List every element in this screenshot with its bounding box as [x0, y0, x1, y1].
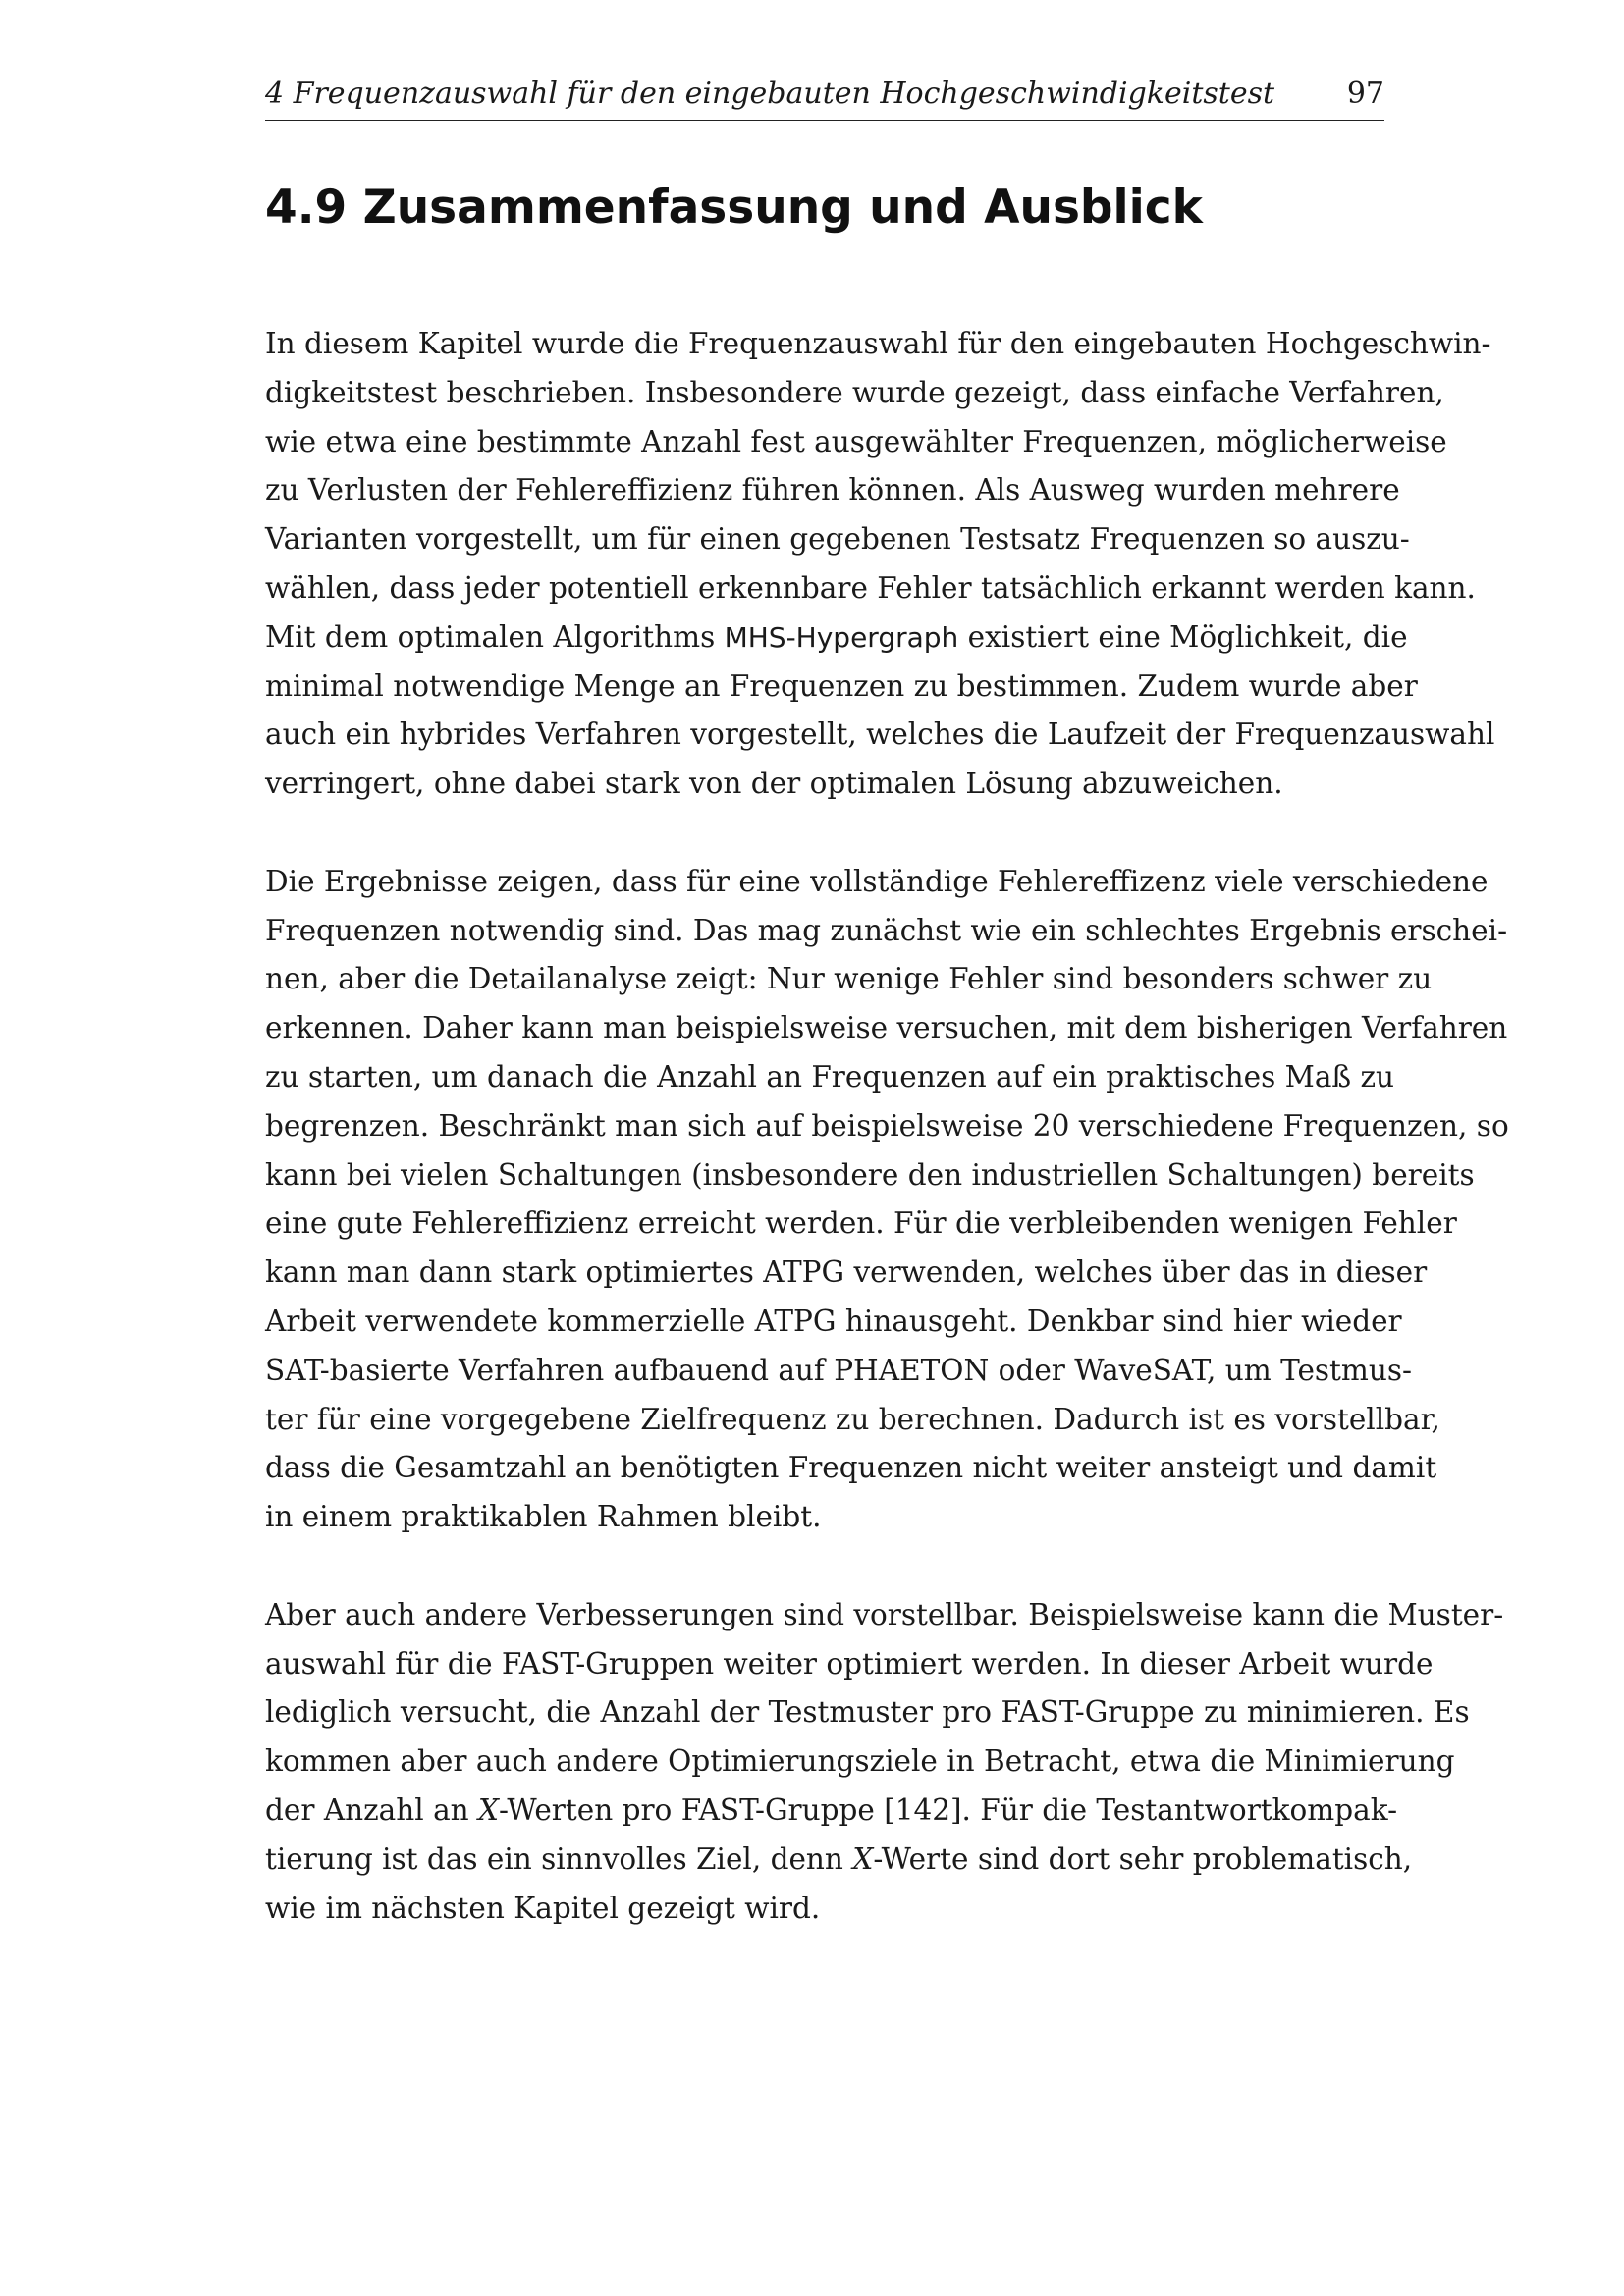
algorithm-name: MHS-Hypergraph	[724, 620, 959, 654]
text-line: nen, aber die Detailanalyse zeigt: Nur wenige Fehler sind besonders schwer zu	[265, 962, 1433, 996]
text-line: zu Verlusten der Fehlereffizienz führen können. Als Ausweg wurden mehrere	[265, 473, 1400, 507]
text-line: Mit dem optimalen Algorithms MHS-Hypergraph existiert eine Möglichkeit, die	[265, 619, 1408, 654]
text-line: dass die Gesamtzahl an benötigten Frequenzen nicht weiter ansteigt und damit	[265, 1451, 1437, 1485]
math-symbol: X	[478, 1792, 500, 1827]
text-line: tierung ist das ein sinnvolles Ziel, denn X-Werte sind dort sehr problematisch,	[265, 1842, 1413, 1876]
text-line: kommen aber auch andere Optimierungsziele in Betracht, etwa die Minimierung	[265, 1744, 1455, 1779]
text-line: eine gute Fehlereffizienz erreicht werden. Für die verbleibenden wenigen Fehler	[265, 1206, 1457, 1241]
text-line: der Anzahl an X-Werten pro FAST-Gruppe [142]. Für die Testantwortkompak-	[265, 1792, 1398, 1827]
text-line: lediglich versucht, die Anzahl der Testmuster pro FAST-Gruppe zu minimieren. Es	[265, 1695, 1470, 1730]
section-title: 4.9 Zusammenfassung und Ausblick	[265, 181, 1203, 235]
math-symbol: X	[852, 1842, 874, 1876]
paragraph	[265, 320, 1495, 809]
text-line: in einem praktikablen Rahmen bleibt.	[265, 1500, 822, 1534]
paragraph	[265, 858, 1509, 1542]
running-header-chapter: 4 Frequenzauswahl für den eingebauten Hochgeschwindigkeitstest	[265, 77, 1275, 111]
page-number: 97	[1346, 77, 1384, 111]
paragraph	[265, 1591, 1504, 1934]
text-line: ter für eine vorgegebene Zielfrequenz zu berechnen. Dadurch ist es vorstellbar,	[265, 1402, 1440, 1436]
text-line: auswahl für die FAST-Gruppen weiter optimiert werden. In dieser Arbeit wurde	[265, 1646, 1434, 1681]
text-line: Arbeit verwendete kommerzielle ATPG hinausgeht. Denkbar sind hier wieder	[265, 1304, 1402, 1338]
text-line: kann bei vielen Schaltungen (insbesondere den industriellen Schaltungen) bereits	[265, 1157, 1475, 1192]
text-line: Aber auch andere Verbesserungen sind vorstellbar. Beispielsweise kann die Muster-	[265, 1597, 1504, 1631]
text-line: SAT-basierte Verfahren aufbauend auf PHAETON oder WaveSAT, um Testmus-	[265, 1353, 1412, 1387]
text-line: Frequenzen notwendig sind. Das mag zunächst wie ein schlechtes Ergebnis erschei-	[265, 913, 1508, 947]
text-line: auch ein hybrides Verfahren vorgestellt, welches die Laufzeit der Frequenzauswahl	[265, 718, 1495, 752]
text-line: In diesem Kapitel wurde die Frequenzauswahl für den eingebauten Hochgeschwin-	[265, 327, 1491, 360]
text-line: minimal notwendige Menge an Frequenzen zu bestimmen. Zudem wurde aber	[265, 668, 1418, 703]
text-line: erkennen. Daher kann man beispielsweise versuchen, mit dem bisherigen Verfahren	[265, 1011, 1508, 1045]
text-line: Varianten vorgestellt, um für einen gegebenen Testsatz Frequenzen so auszu-	[265, 522, 1410, 557]
text-line: zu starten, um danach die Anzahl an Frequenzen auf ein praktisches Maß zu	[265, 1059, 1395, 1094]
text-line: begrenzen. Beschränkt man sich auf beispielsweise 20 verschiedene Frequenzen, so	[265, 1108, 1509, 1143]
text-line: Die Ergebnisse zeigen, dass für eine vollständige Fehlereffizenz viele verschiedene	[265, 864, 1489, 898]
text-line: kann man dann stark optimiertes ATPG verwenden, welches über das in dieser	[265, 1255, 1428, 1290]
body-text	[265, 320, 1509, 1982]
text-line: digkeitstest beschrieben. Insbesondere wurde gezeigt, dass einfache Verfahren,	[265, 375, 1444, 409]
text-line: wie etwa eine bestimmte Anzahl fest ausgewählter Frequenzen, möglicherweise	[265, 424, 1447, 458]
running-header	[265, 77, 1384, 121]
text-line: wie im nächsten Kapitel gezeigt wird.	[265, 1891, 821, 1925]
text-line: verringert, ohne dabei stark von der optimalen Lösung abzuweichen.	[265, 767, 1283, 801]
text-line: wählen, dass jeder potentiell erkennbare Fehler tatsächlich erkannt werden kann.	[265, 570, 1476, 605]
